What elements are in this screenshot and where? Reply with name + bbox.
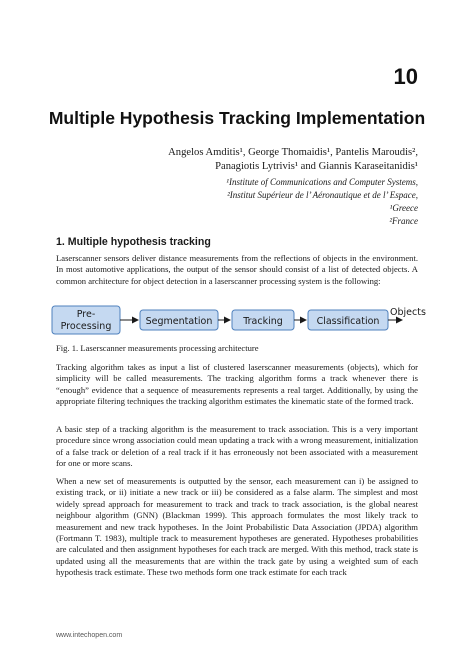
affiliation-country-1: ¹Greece — [389, 203, 418, 213]
paragraph-tracking-algorithm: Tracking algorithm takes as input a list of clustered laserscanner measurements (objects), which for simplicity will be called measurements. The tracking algorithm forms a track whenever there is “enough” evidence that a sequence of measurements represents a real target. Additionally, by using the appropriate filtering techniques the tracking algorithm estimates the kinematic state of the formed track. — [56, 362, 418, 407]
affiliation-2: ²Institut Supérieur de l’ Aéronautique et de l’ Espace, — [227, 190, 418, 200]
paragraph-association: A basic step of a tracking algorithm is the measurement to track association. This is a very important procedure since wrong association could mean updating a track with a wrong measurement, initialization of a false track or deletion of a real track if it has erroneously not been associated with a measurement for one or more scans. — [56, 424, 418, 469]
classification-label: Classification — [316, 316, 380, 327]
paragraph-intro: Laserscanner sensors deliver distance measurements from the reflections of objects in the environment. In most automotive applications, the output of the sensor should consist of a list of detected objects. A common architecture for object detection in a laserscanner processing system is the following: — [56, 253, 418, 286]
classification-box — [308, 310, 388, 330]
chapter-number: 10 — [393, 64, 418, 89]
pre-processing-label-1: Pre- — [76, 309, 96, 320]
tracking-label: Tracking — [243, 316, 283, 327]
authors-line-1: Angelos Amditis¹, George Thomaidis¹, Pantelis Maroudis², — [168, 147, 418, 158]
segmentation-label: Segmentation — [145, 316, 213, 327]
figure-caption: Fig. 1. Laserscanner measurements processing architecture — [56, 343, 259, 353]
chapter-title: Multiple Hypothesis Tracking Implementation — [48, 108, 426, 128]
segmentation-box — [140, 310, 218, 330]
pre-processing-label-2: Processing — [60, 321, 112, 332]
affiliation-1: ¹Institute of Communications and Computer Systems, — [226, 177, 418, 187]
authors-line-2: Panagiotis Lytrivis¹ and Giannis Karaseitanidis¹ — [215, 161, 418, 172]
processing-architecture-diagram — [50, 300, 430, 340]
paragraph-gnn-jpda: When a new set of measurements is outputted by the sensor, each measurement can i) be assigned to existing track, or ii) initiate a new track or iii) be considered as a false alarm. The simplest and most widely spread approach for measurement to track and track to track association, is the global nearest neighbour algorithm (GNN) (Blackman 1999). This approach formulates the most likely track to measurement and new track hypotheses. In the Joint Probabilistic Data Association (JPDA) algorithm (Fortmann T. 1983), multiple track to measurement hypotheses are generated. Hypotheses probabilities are calculated and then assignment hypotheses for each track are merged. With this method, track state is updated using all the measurements that are within the track gate by using a weighted sum of each hypothesis track estimate. These two methods form one track estimate for each track — [56, 476, 418, 578]
tracking-box — [232, 310, 294, 330]
section-heading: 1. Multiple hypothesis tracking — [56, 236, 211, 248]
footer-url: www.intechopen.com — [56, 632, 123, 639]
pre-processing-box — [52, 306, 120, 334]
affiliation-country-2: ²France — [389, 216, 418, 226]
objects-output-label: Objects — [390, 307, 426, 318]
